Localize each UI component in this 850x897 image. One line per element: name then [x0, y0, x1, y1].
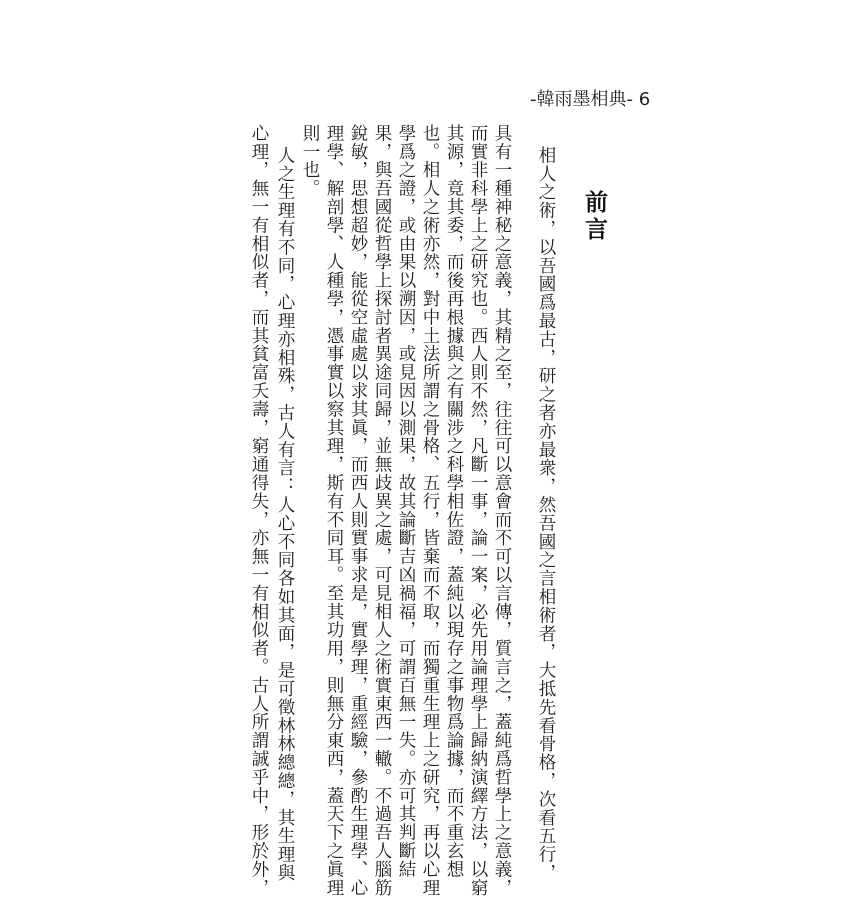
text-column-1: 相人之術，以吾國爲最古，研之者亦最衆，然吾國之言相術者，大抵先看骨格，次看五行， [536, 146, 556, 882]
text-column-4: 其源，竟其委，而後再根據與之有關涉之科學相佐證，蓋純以現存之事物爲論據，而不重玄想 [444, 124, 464, 879]
text-column-9: 理學、解剖學、人種學，憑事實以察其理，斯有不同耳。至其功用，則無分東西，蓋天下之眞理 [324, 124, 344, 897]
text-column-2: 具有一種神秘之意義，其精之至，往往可以意會而不可以言傳，質言之，蓋純爲哲學上之意義， [492, 124, 512, 897]
text-column-8: 銳敏，思想超妙，能從空虛處以求其眞，而西人則實事求是，實學理，重經驗，參酌生理學、心 [348, 124, 368, 897]
text-column-6: 學爲之證，或由果以溯因，或見因以測果，故其論斷吉凶禍福，可謂百無一失。亦可其判斷結 [396, 124, 416, 879]
text-column-5: 也。相人之術亦然，對中土法所謂之骨格、五行，皆棄而不取，而獨重生理上之研究，再以心理 [420, 124, 440, 897]
text-column-7: 果，與吾國從哲學上探討者異途同歸，並無歧異之處，可見相人之術實東西一轍。不過吾人腦筋 [372, 124, 392, 897]
text-column-11: 人之生理有不同，心理亦相殊，古人有言：人心不同各如其面，是可徵林林總總，其生理與 [275, 146, 295, 882]
text-column-3: 而實非科學上之研究也。西人則不然，凡斷一事，論一案，必先用論理學上歸納演繹方法，以窮 [468, 124, 488, 897]
section-title: 前言 [581, 190, 607, 244]
text-column-10: 則一也。 [300, 124, 320, 198]
text-column-12: 心理，無一有相似者，而其貧富夭壽，窮通得失，亦無一有相似者。古人所謂誠乎中，形於外， [249, 124, 269, 897]
page-header: -韓雨墨相典- 6 [530, 89, 651, 110]
